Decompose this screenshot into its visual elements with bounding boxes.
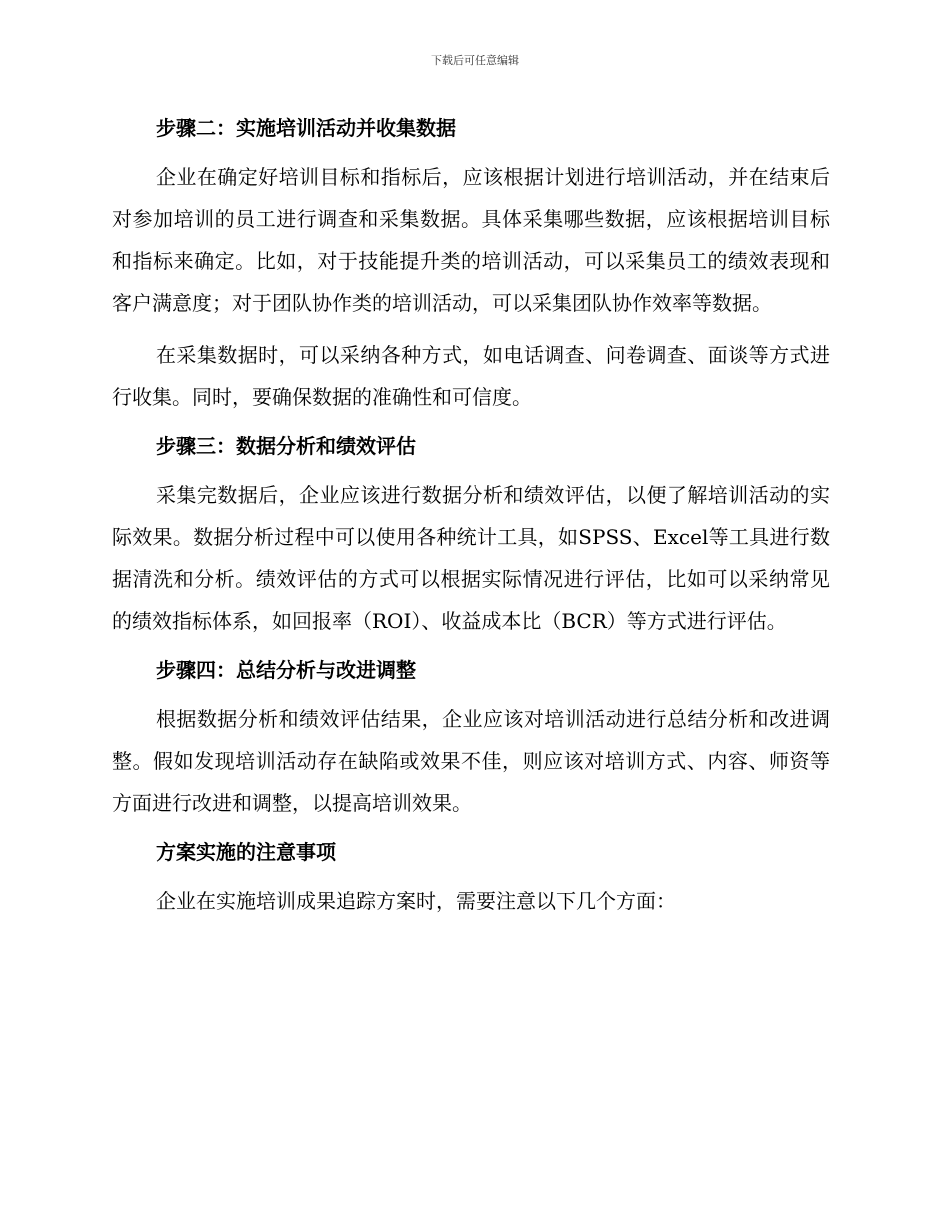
section-heading-notes: 方案实施的注意事项 <box>156 840 336 864</box>
paragraph-step3-analysis: 采集完数据后，企业应该进行数据分析和绩效评估，以便了解培训活动的实际效果。数据分析过程中可以使用各种统计工具，如SPSS、Excel等工具进行数据清洗和分析。绩效评估的方式可以根据实际情况进行评估，比如可以采纳常见的绩效指标体系，如回报率（ROI）、收益成本比（BCR）等方式进行评估。 <box>112 483 830 633</box>
section-heading-step2: 步骤二：实施培训活动并收集数据 <box>156 116 456 140</box>
paragraph-step2-collection-methods: 在采集数据时，可以采纳各种方式，如电话调查、问卷调查、面谈等方式进行收集。同时，要确保数据的准确性和可信度。 <box>112 343 830 409</box>
document-body <box>112 110 830 922</box>
paragraph-notes-intro: 企业在实施培训成果追踪方案时，需要注意以下几个方面： <box>156 889 676 913</box>
page-header-note: 下载后可任意编辑 <box>431 54 519 67</box>
section-heading-step4: 步骤四：总结分析与改进调整 <box>156 658 416 682</box>
section-heading-step3: 步骤三：数据分析和绩效评估 <box>156 434 416 458</box>
paragraph-step2-data-collection: 企业在确定好培训目标和指标后，应该根据计划进行培训活动，并在结束后对参加培训的员工进行调查和采集数据。具体采集哪些数据，应该根据培训目标和指标来确定。比如，对于技能提升类的培训活动，可以采集员工的绩效表现和客户满意度；对于团队协作类的培训活动，可以采集团队协作效率等数据。 <box>112 165 830 315</box>
paragraph-step4-improvement: 根据数据分析和绩效评估结果，企业应该对培训活动进行总结分析和改进调整。假如发现培训活动存在缺陷或效果不佳，则应该对培训方式、内容、师资等方面进行改进和调整，以提高培训效果。 <box>112 707 830 815</box>
